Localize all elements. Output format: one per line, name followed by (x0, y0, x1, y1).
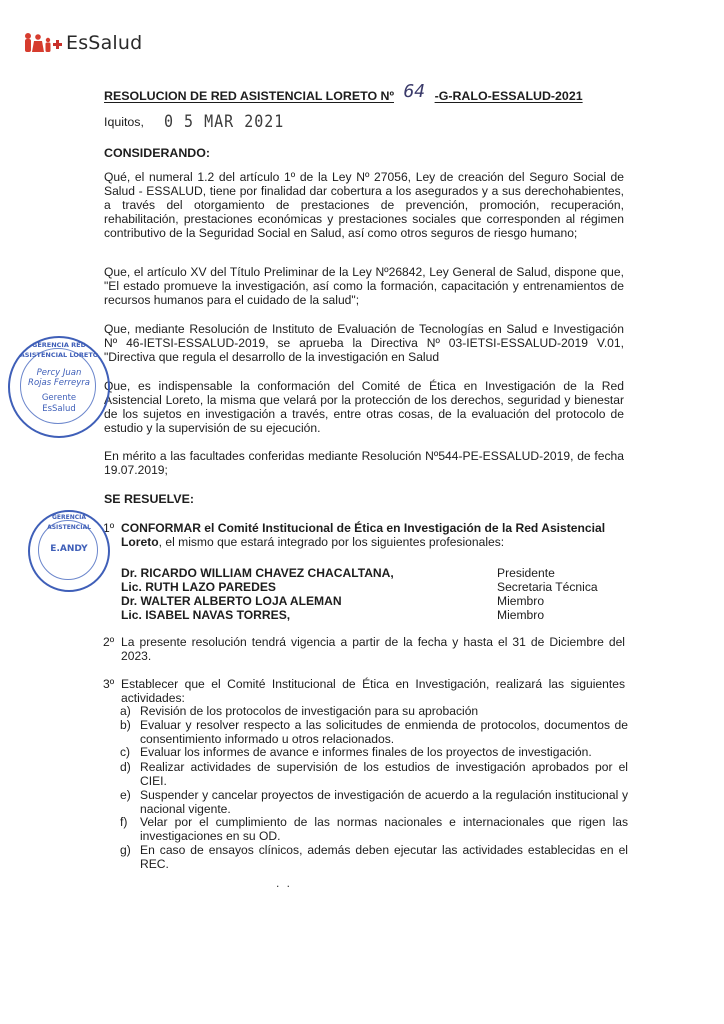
member-name: Lic. ISABEL NAVAS TORRES, (121, 608, 291, 622)
date-line (104, 112, 284, 130)
considerando-paragraph-3: Que, mediante Resolución de Instituto de Evaluación de Tecnologías en Salud e Investigación Nº 46-IETSI-ESSALUD-2019, se aprueba la Directiva Nº 03-IETSI-ESSALUD-2019 V.01, "Directiva que regula el desarrollo de la investigación en Salud (104, 322, 624, 364)
activity-text: Velar por el cumplimiento de las normas nacionales e internacionales que rigen las investigaciones en su OD. (140, 815, 628, 843)
stamp-ring-text: GERENCIA RED ASISTENCIAL LORETO (19, 341, 99, 359)
item-2-number: 2º (103, 635, 115, 649)
date-place: Iquitos, (104, 115, 144, 129)
family-logo-icon (22, 31, 64, 55)
activity-text: Realizar actividades de supervisión de los estudios de investigación aprobados por el CIEI. (140, 760, 628, 788)
activity-text: Evaluar los informes de avance e informes finales de los proyectos de investigación. (140, 745, 592, 759)
activity-letter: g) (120, 843, 131, 857)
stamp-line-1: Percy Juan (36, 368, 82, 378)
stamp-ring-text: GERENCIA ASISTENCIAL (47, 514, 91, 531)
member-row (121, 566, 641, 580)
item-1-bold: CONFORMAR el Comité Institucional de Ética en Investigación de la Red Asistencial (121, 521, 606, 535)
activity-text: Revisión de los protocolos de investigación para su aprobación (140, 704, 479, 718)
resolution-title (104, 81, 594, 105)
stamp-center-text: E.ANDY (50, 544, 88, 554)
considerando-paragraph-2: Que, el artículo XV del Título Preliminar de la Ley Nº26842, Ley General de Salud, dispone que, "El estado promueve la investigación, así como la formación, capacitación y entrenamientos de recursos humanos para el cuidado de la salud"; (104, 265, 624, 307)
activity-item (120, 816, 628, 843)
activity-letter: e) (120, 788, 131, 802)
resolution-number: 64 (403, 81, 426, 102)
stamp-line-2: Rojas Ferreyra (28, 378, 90, 388)
secretaria-stamp (28, 510, 110, 592)
activity-text: Suspender y cancelar proyectos de investigación de acuerdo a la regulación institucional y nacional vigente. (140, 788, 628, 816)
item-1-text: , el mismo que estará integrado por los siguientes profesionales: (158, 535, 505, 549)
member-role: Secretaria Técnica (497, 580, 598, 594)
activity-text: En caso de ensayos clínicos, además deben ejecutar las actividades establecidas en el REC. (140, 843, 628, 871)
member-role: Presidente (497, 566, 555, 580)
activity-item (120, 719, 628, 746)
member-row (121, 608, 641, 622)
considerando-paragraph-5: En mérito a las facultades conferidas mediante Resolución Nº544-PE-ESSALUD-2019, de fecha 19.07.2019; (104, 449, 624, 477)
activity-item (120, 761, 628, 788)
resolution-item-1 (103, 521, 625, 549)
member-row (121, 594, 641, 608)
essalud-logo (22, 30, 142, 56)
stamp-line-3: Gerente (41, 393, 77, 403)
considerando-paragraph-4: Que, es indispensable la conformación del Comité de Ética en Investigación de la Red Asistencial Loreto, la misma que velará por la protección de los derechos, seguridad y bienestar de los sujetos en investigación a través, entre otras cosas, de la evaluación del protocolo de estudio y la supervisión de su ejecución. (104, 379, 624, 435)
member-role: Miembro (497, 594, 545, 608)
resolution-item-2 (103, 635, 625, 663)
gerencia-stamp (8, 336, 110, 438)
member-name: Dr. RICARDO WILLIAM CHAVEZ CHACALTANA, (121, 566, 394, 580)
committee-members (121, 566, 641, 622)
item-1-bold-2: Loreto (121, 535, 159, 549)
activity-text: Evaluar y resolver respecto a las solicitudes de enmienda de protocolos, documentos de consentimiento informado u otros relacionados. (140, 718, 628, 746)
resolution-suffix: -G-RALO-ESSALUD-2021 (434, 89, 583, 103)
logo-text: EsSalud (66, 32, 143, 54)
item-3-text: Establecer que el Comité Institucional de Ética en Investigación, realizará las siguientes actividades: (121, 677, 625, 705)
stamped-date: 0 5 MAR 2021 (163, 110, 285, 132)
stamp-line-4: EsSalud (42, 404, 76, 414)
activity-letter: c) (120, 745, 131, 759)
activity-item (120, 789, 628, 816)
item-2-text: La presente resolución tendrá vigencia a partir de la fecha y hasta el 31 de Diciembre del 2023. (121, 635, 625, 663)
activity-letter: f) (120, 815, 128, 829)
item-3-number: 3º (103, 677, 115, 691)
member-role: Miembro (497, 608, 545, 622)
member-name: Lic. RUTH LAZO PAREDES (121, 580, 276, 594)
considerando-paragraph-1: Qué, el numeral 1.2 del artículo 1º de la Ley Nº 27056, Ley de creación del Seguro Social de Salud - ESSALUD, tiene por finalidad dar cobertura a los asegurados y a sus derechohabientes, a través del otorgamiento de prestaciones de prevención, promoción, recuperación, rehabilitación, prestaciones económicas y prestaciones sociales que corresponden al régimen contributivo de la Seguridad Social en Salud, así como otros seguros de riesgo humano; (104, 170, 624, 240)
resolution-item-3 (103, 677, 625, 705)
activity-item (120, 705, 628, 719)
resolution-prefix: RESOLUCION DE RED ASISTENCIAL LORETO Nº (104, 89, 394, 103)
activity-letter: a) (120, 704, 131, 718)
member-name: Dr. WALTER ALBERTO LOJA ALEMAN (121, 594, 342, 608)
activity-letter: b) (120, 718, 131, 732)
member-row (121, 580, 641, 594)
se-resuelve-heading: SE RESUELVE: (104, 492, 194, 506)
considerando-heading: CONSIDERANDO: (104, 146, 211, 160)
activity-item (120, 844, 628, 871)
footer-dots: . . (276, 876, 293, 890)
item-1-number: 1º (103, 521, 115, 535)
activity-letter: d) (120, 760, 131, 774)
activity-item (120, 746, 628, 760)
